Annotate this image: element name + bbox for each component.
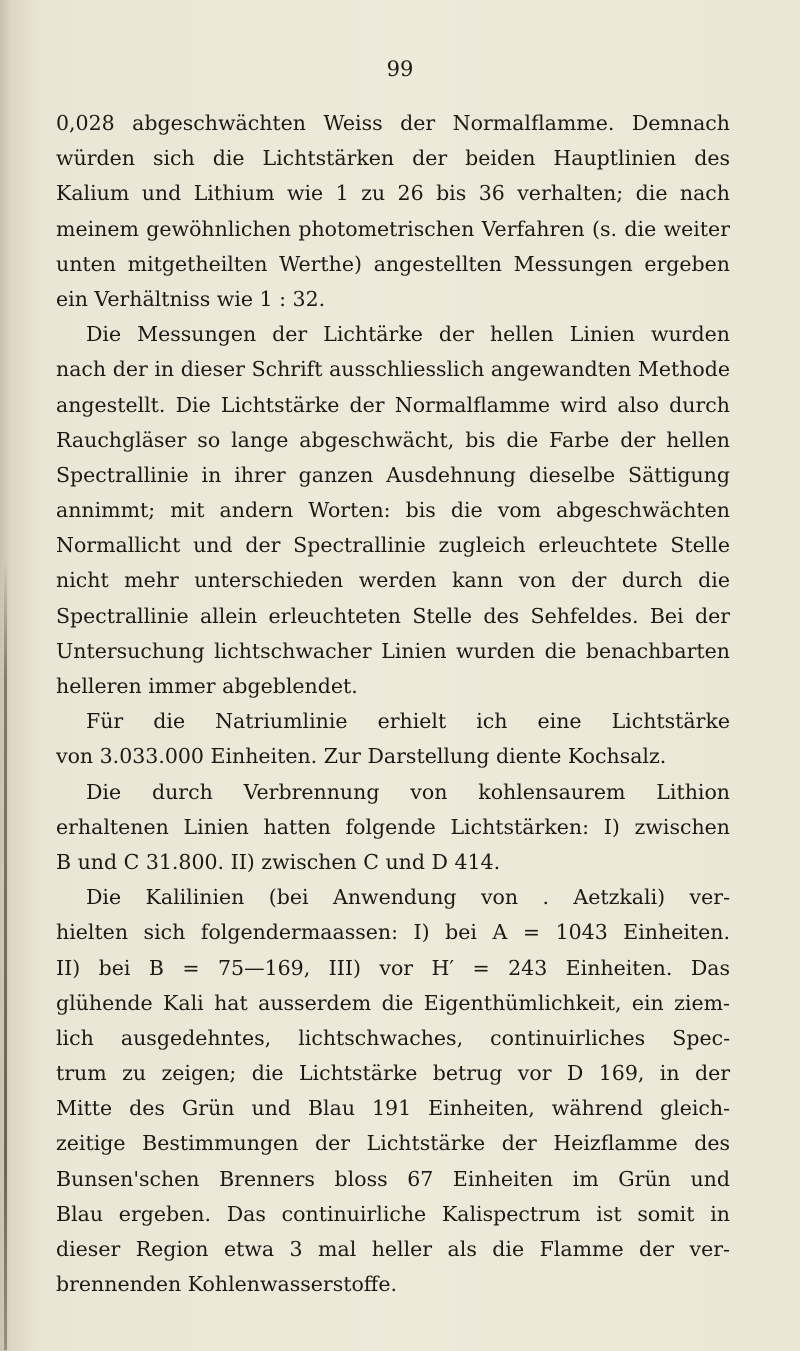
text-line: erhaltenen Linien hatten folgende Lichtstärken: I) zwischen xyxy=(56,814,730,839)
text-line: lich ausgedehntes, lichtschwaches, continuirliches Spec- xyxy=(56,1025,730,1050)
text-line: unten mitgetheilten Werthe) angestellten Messungen ergeben xyxy=(56,251,730,276)
text-line: Bunsen'schen Brenners bloss 67 Einheiten im Grün und xyxy=(56,1166,730,1191)
text-line: angestellt. Die Lichtstärke der Normalflamme wird also durch xyxy=(56,392,730,417)
text-line: dieser Region etwa 3 mal heller als die Flamme der ver- xyxy=(56,1237,730,1261)
text-line: 0,028 abgeschwächten Weiss der Normalflamme. Demnach xyxy=(56,111,730,135)
page-number: 99 xyxy=(386,57,414,81)
text-line: glühende Kali hat ausserdem die Eigenthümlichkeit, ein ziem- xyxy=(56,990,730,1015)
text-line: würden sich die Lichtstärken der beiden Hauptlinien des xyxy=(56,146,730,171)
text-line: II) bei B = 75—169, III) vor H′ = 243 Einheiten. Das xyxy=(56,955,730,980)
text-line: nicht mehr unterschieden werden kann von der durch die xyxy=(56,568,730,593)
text-line: trum zu zeigen; die Lichtstärke betrug vor D 169, in der xyxy=(56,1061,730,1086)
text-line: Untersuchung lichtschwacher Linien wurden die benachbarten xyxy=(56,638,730,663)
text-line: Mitte des Grün und Blau 191 Einheiten, während gleich- xyxy=(56,1096,730,1121)
text-line: von 3.033.000 Einheiten. Zur Darstellung diente Kochsalz. xyxy=(56,744,667,769)
text-line: Die Kalilinien (bei Anwendung von . Aetzkali) ver- xyxy=(86,885,730,910)
text-line: Normallicht und der Spectrallinie zugleich erleuchtete Stelle xyxy=(56,533,730,558)
text-line: hielten sich folgendermaassen: I) bei A = 1043 Einheiten. xyxy=(56,920,730,945)
text-line: nach der in dieser Schrift ausschliesslich angewandten Methode xyxy=(56,357,730,382)
body-text xyxy=(56,106,730,1302)
text-line: helleren immer abgeblendet. xyxy=(56,674,358,698)
binding-shadow xyxy=(4,560,7,1350)
text-line: Die durch Verbrennung von kohlensaurem Lithion xyxy=(86,779,730,804)
text-line: Spectrallinie in ihrer ganzen Ausdehnung dieselbe Sättigung xyxy=(56,462,730,487)
text-line: Blau ergeben. Das continuirliche Kalispectrum ist somit in xyxy=(56,1201,730,1226)
text-line: Die Messungen der Lichtärke der hellen Linien wurden xyxy=(86,322,730,347)
text-line: Kalium und Lithium wie 1 zu 26 bis 36 verhalten; die nach xyxy=(56,181,730,206)
text-line: B und C 31.800. II) zwischen C und D 414. xyxy=(56,849,501,874)
text-line: annimmt; mit andern Worten: bis die vom abgeschwächten xyxy=(56,498,730,523)
text-line: ein Verhältniss wie 1 : 32. xyxy=(56,286,326,311)
text-line: brennenden Kohlenwasserstoffe. xyxy=(56,1272,398,1297)
text-line: Für die Natriumlinie erhielt ich eine Lichtstärke xyxy=(86,709,730,734)
text-line: meinem gewöhnlichen photometrischen Verfahren (s. die weiter xyxy=(56,216,730,241)
text-line: Spectrallinie allein erleuchteten Stelle des Sehfeldes. Bei der xyxy=(56,603,730,628)
text-line: zeitige Bestimmungen der Lichtstärke der Heizflamme des xyxy=(56,1131,730,1156)
text-line: Rauchgläser so lange abgeschwächt, bis die Farbe der hellen xyxy=(56,427,730,452)
